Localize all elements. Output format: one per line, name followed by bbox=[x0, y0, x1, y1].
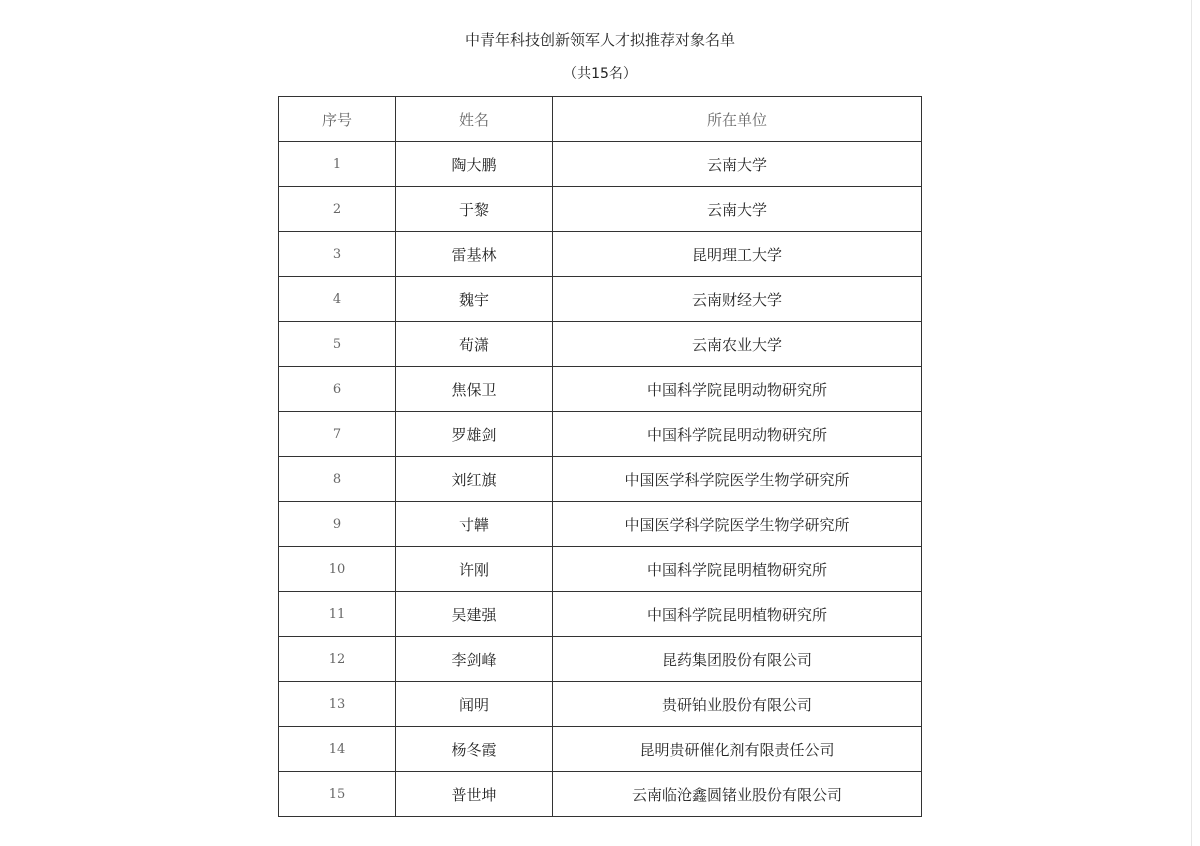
header-name: 姓名 bbox=[396, 97, 553, 142]
row-name: 吴建强 bbox=[396, 592, 553, 637]
row-name: 荀潇 bbox=[396, 322, 553, 367]
row-name: 寸韡 bbox=[396, 502, 553, 547]
row-unit: 中国科学院昆明植物研究所 bbox=[553, 547, 922, 592]
row-name: 许刚 bbox=[396, 547, 553, 592]
table-row bbox=[279, 412, 922, 457]
row-serial-number: 10 bbox=[279, 547, 396, 592]
row-name: 刘红旗 bbox=[396, 457, 553, 502]
header-serial-number: 序号 bbox=[279, 97, 396, 142]
row-name: 普世坤 bbox=[396, 772, 553, 817]
page-edge-divider bbox=[1191, 0, 1192, 846]
row-serial-number: 5 bbox=[279, 322, 396, 367]
row-serial-number: 11 bbox=[279, 592, 396, 637]
row-name: 雷基林 bbox=[396, 232, 553, 277]
row-serial-number: 15 bbox=[279, 772, 396, 817]
row-serial-number: 12 bbox=[279, 637, 396, 682]
row-serial-number: 1 bbox=[279, 142, 396, 187]
table-row bbox=[279, 727, 922, 772]
table-row bbox=[279, 682, 922, 727]
row-unit: 云南财经大学 bbox=[553, 277, 922, 322]
table-row bbox=[279, 592, 922, 637]
document-title: 中青年科技创新领军人才拟推荐对象名单 bbox=[464, 31, 735, 49]
row-serial-number: 8 bbox=[279, 457, 396, 502]
document-subtitle: （共15名） bbox=[563, 66, 637, 82]
table-row bbox=[279, 232, 922, 277]
row-unit: 中国医学科学院医学生物学研究所 bbox=[553, 457, 922, 502]
row-unit: 中国科学院昆明动物研究所 bbox=[553, 412, 922, 457]
row-name: 李剑峰 bbox=[396, 637, 553, 682]
row-unit: 贵研铂业股份有限公司 bbox=[553, 682, 922, 727]
row-name: 焦保卫 bbox=[396, 367, 553, 412]
row-serial-number: 6 bbox=[279, 367, 396, 412]
row-name: 魏宇 bbox=[396, 277, 553, 322]
table-row bbox=[279, 772, 922, 817]
table-row bbox=[279, 367, 922, 412]
table-row bbox=[279, 637, 922, 682]
row-unit: 云南农业大学 bbox=[553, 322, 922, 367]
table-row bbox=[279, 142, 922, 187]
table-row bbox=[279, 457, 922, 502]
row-serial-number: 9 bbox=[279, 502, 396, 547]
row-unit: 中国科学院昆明动物研究所 bbox=[553, 367, 922, 412]
row-serial-number: 4 bbox=[279, 277, 396, 322]
row-unit: 中国科学院昆明植物研究所 bbox=[553, 592, 922, 637]
row-name: 杨冬霞 bbox=[396, 727, 553, 772]
row-serial-number: 3 bbox=[279, 232, 396, 277]
row-serial-number: 14 bbox=[279, 727, 396, 772]
candidate-table bbox=[278, 96, 922, 817]
row-name: 陶大鹏 bbox=[396, 142, 553, 187]
table-row bbox=[279, 547, 922, 592]
row-unit: 云南大学 bbox=[553, 142, 922, 187]
table-row bbox=[279, 277, 922, 322]
table-row bbox=[279, 187, 922, 232]
table-row bbox=[279, 502, 922, 547]
row-serial-number: 13 bbox=[279, 682, 396, 727]
row-serial-number: 2 bbox=[279, 187, 396, 232]
row-unit: 昆明理工大学 bbox=[553, 232, 922, 277]
row-name: 罗雄剑 bbox=[396, 412, 553, 457]
row-name: 于黎 bbox=[396, 187, 553, 232]
row-unit: 昆药集团股份有限公司 bbox=[553, 637, 922, 682]
row-unit: 云南临沧鑫圆锗业股份有限公司 bbox=[553, 772, 922, 817]
row-serial-number: 7 bbox=[279, 412, 396, 457]
table-row bbox=[279, 322, 922, 367]
header-unit: 所在单位 bbox=[553, 97, 922, 142]
row-unit: 中国医学科学院医学生物学研究所 bbox=[553, 502, 922, 547]
table-header-row bbox=[279, 97, 922, 142]
row-unit: 云南大学 bbox=[553, 187, 922, 232]
row-unit: 昆明贵研催化剂有限责任公司 bbox=[553, 727, 922, 772]
row-name: 闻明 bbox=[396, 682, 553, 727]
